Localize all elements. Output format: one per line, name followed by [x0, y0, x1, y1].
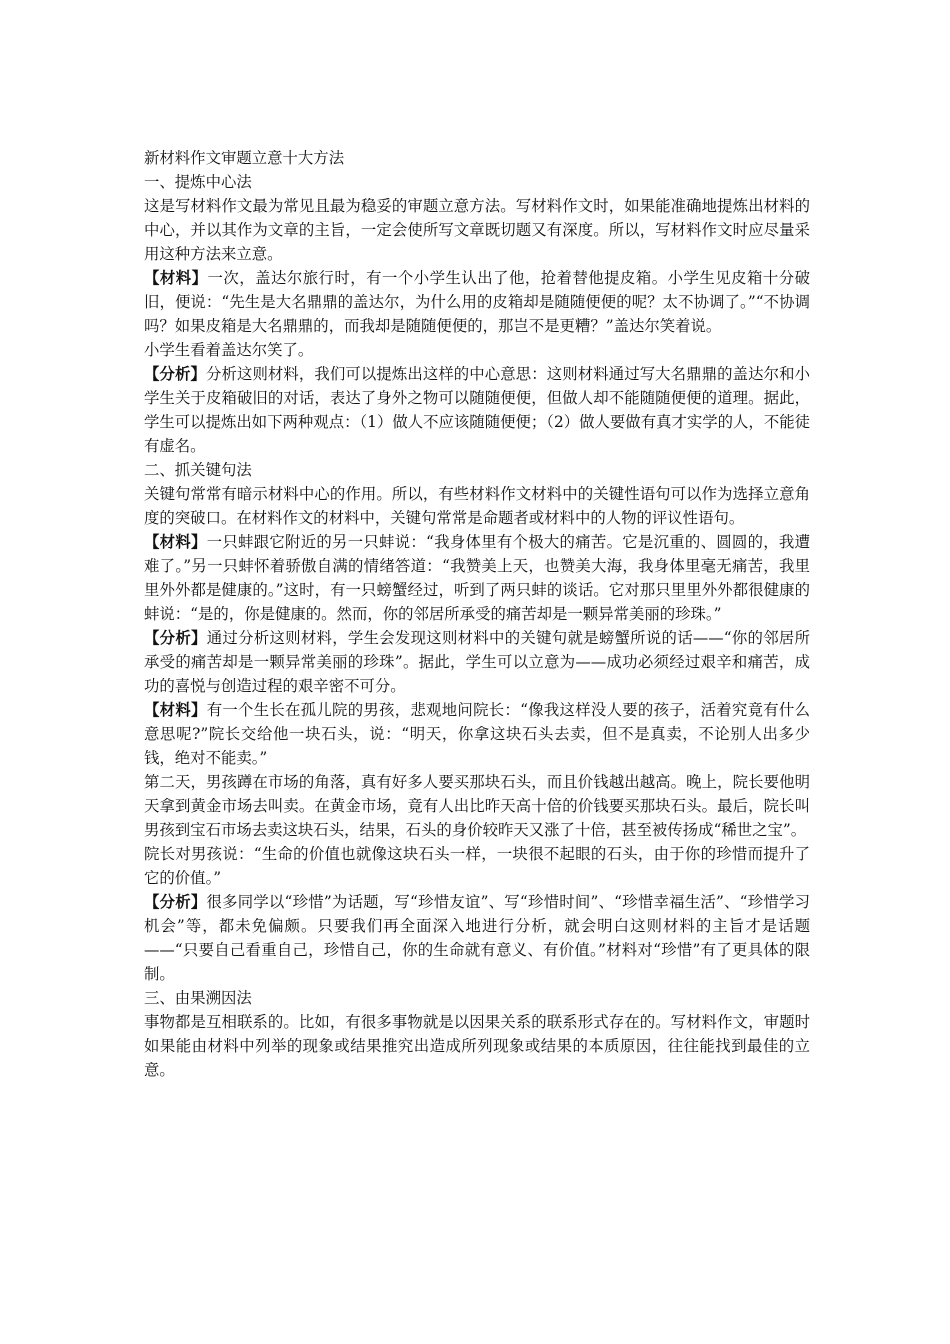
material-paragraph — [144, 266, 810, 338]
material-label: 【材料】 — [144, 701, 207, 719]
paragraph: 第二天，男孩蹲在市场的角落，真有好多人要买那块石头，而且价钱越出越高。晚上，院长要他明天拿到黄金市场去叫卖。在黄金市场，竟有人出比昨天高十倍的价钱要买那块石头。最后，院长叫男孩到宝石市场去卖这块石头，结果，石头的身价较昨天又涨了十倍，甚至被传扬成“稀世之宝”。 — [144, 773, 810, 839]
section-heading: 二、抓关键句法 — [144, 461, 252, 479]
material-text: 有一个生长在孤儿院的男孩，悲观地问院长：“像我这样没人要的孩子，活着究竟有什么意思呢?”院长交给他一块石头，说：“明天，你拿这块石头去卖，但不是真卖，不论别人出多少钱，绝对不能卖。” — [144, 701, 810, 767]
paragraph: 事物都是互相联系的。比如，有很多事物就是以因果关系的联系形式存在的。写材料作文，审题时如果能由材料中列举的现象或结果推究出造成所列现象或结果的本质原因，往往能找到最佳的立意。 — [144, 1013, 810, 1079]
section-heading: 三、由果溯因法 — [144, 989, 252, 1007]
material-text: 一只蚌跟它附近的另一只蚌说：“我身体里有个极大的痛苦。它是沉重的、圆圆的，我遭难了。”另一只蚌怀着骄傲自满的情绪答道：“我赞美上天，也赞美大海，我身体里毫无痛苦，我里里外外都是健康的。”这时，有一只螃蟹经过，听到了两只蚌的谈话。它对那只里里外外都很健康的蚌说：“是的，你是健康的。然而，你的邻居所承受的痛苦却是一颗异常美丽的珍珠。” — [144, 533, 810, 623]
paragraph: 院长对男孩说：“生命的价值也就像这块石头一样，一块很不起眼的石头，由于你的珍惜而提升了它的价值。” — [144, 845, 810, 887]
paragraph: 关键句常常有暗示材料中心的作用。所以，有些材料作文材料中的关键性语句可以作为选择立意角度的突破口。在材料作文的材料中，关键句常常是命题者或材料中的人物的评议性语句。 — [144, 485, 810, 527]
analysis-paragraph — [144, 890, 810, 986]
analysis-text: 很多同学以“珍惜”为话题，写“珍惜友谊”、写“珍惜时间”、“珍惜幸福生活”、“珍惜学习机会”等，都未免偏颇。只要我们再全面深入地进行分析，就会明白这则材料的主旨才是话题——“只要自己看重自己，珍惜自己，你的生命就有意义、有价值。”材料对“珍惜”有了更具体的限制。 — [144, 893, 810, 983]
analysis-label: 【分析】 — [144, 629, 207, 647]
analysis-paragraph — [144, 362, 810, 458]
material-label: 【材料】 — [144, 533, 207, 551]
material-paragraph — [144, 530, 810, 626]
paragraph: 这是写材料作文最为常见且最为稳妥的审题立意方法。写材料作文时，如果能准确地提炼出材料的中心，并以其作为文章的主旨，一定会使所写文章既切题又有深度。所以，写材料作文时应尽量采用这种方法来立意。 — [144, 197, 810, 263]
material-label: 【材料】 — [144, 269, 208, 287]
material-paragraph — [144, 698, 810, 770]
material-text: 一次，盖达尔旅行时，有一个小学生认出了他，抢着替他提皮箱。小学生见皮箱十分破旧，便说：“先生是大名鼎鼎的盖达尔，为什么用的皮箱却是随随便便的呢？太不协调了。”“不协调吗？如果皮箱是大名鼎鼎的，而我却是随随便便的，那岂不是更糟？”盖达尔笑着说。 — [144, 269, 810, 335]
paragraph: 小学生看着盖达尔笑了。 — [144, 341, 314, 359]
analysis-label: 【分析】 — [144, 365, 206, 383]
analysis-paragraph — [144, 626, 810, 698]
analysis-text: 分析这则材料，我们可以提炼出这样的中心意思：这则材料通过写大名鼎鼎的盖达尔和小学生关于皮箱破旧的对话，表达了身外之物可以随随便便，但做人却不能随随便便的道理。据此，学生可以提炼出如下两种观点：（1）做人不应该随随便便；（2）做人要做有真才实学的人，不能徒有虚名。 — [144, 365, 810, 455]
document-page — [144, 146, 810, 1082]
analysis-label: 【分析】 — [144, 893, 207, 911]
document-title: 新材料作文审题立意十大方法 — [144, 149, 345, 167]
section-heading: 一、提炼中心法 — [144, 173, 252, 191]
analysis-text: 通过分析这则材料，学生会发现这则材料中的关键句就是螃蟹所说的话——“你的邻居所承受的痛苦却是一颗异常美丽的珍珠”。据此，学生可以立意为——成功必须经过艰辛和痛苦，成功的喜悦与创造过程的艰辛密不可分。 — [144, 629, 810, 695]
